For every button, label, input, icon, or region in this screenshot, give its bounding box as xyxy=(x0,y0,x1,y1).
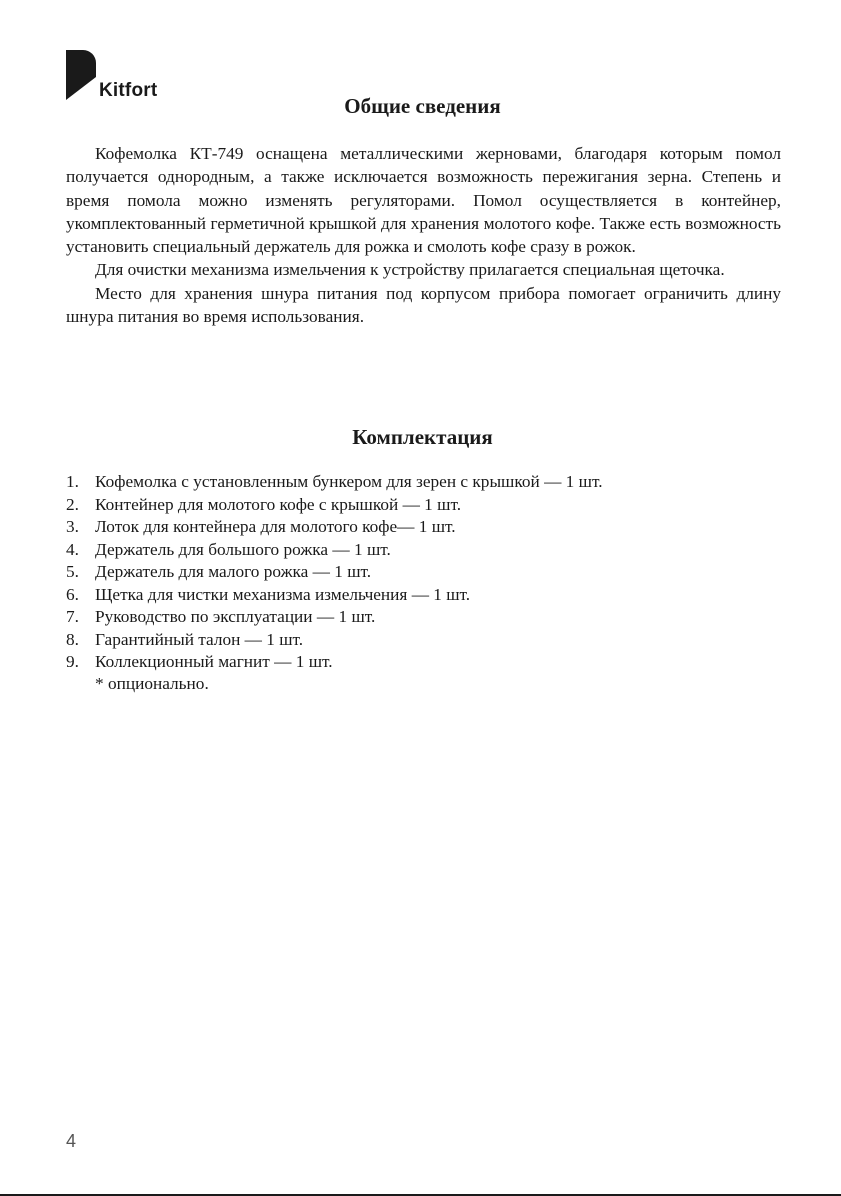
general-text xyxy=(66,142,781,328)
item-text: Держатель для большого рожка — 1 шт. xyxy=(95,539,391,559)
item-number: 1. xyxy=(66,472,79,491)
list-item xyxy=(66,494,603,517)
item-number: 4. xyxy=(66,539,79,559)
item-text: Коллекционный магнит — 1 шт. xyxy=(95,652,333,671)
list-item xyxy=(66,606,603,629)
brand-name: Kitfort xyxy=(99,80,158,101)
item-number: 3. xyxy=(66,517,79,536)
page-number: 4 xyxy=(66,1131,77,1151)
list-item xyxy=(66,516,603,539)
item-number: 8. xyxy=(66,629,79,649)
item-number: 7. xyxy=(66,607,79,626)
list-item xyxy=(66,561,603,584)
item-number: 5. xyxy=(66,562,79,581)
item-text: Гарантийный талон — 1 шт. xyxy=(95,629,304,649)
section-title-general: Общие сведения xyxy=(344,94,501,118)
list-item xyxy=(66,629,603,652)
kit-list xyxy=(66,471,603,674)
item-number: 9. xyxy=(66,652,79,671)
optional-note: * опционально. xyxy=(95,674,209,693)
list-item xyxy=(66,539,603,562)
list-item xyxy=(66,471,603,494)
item-number: 6. xyxy=(66,584,79,604)
item-text: Держатель для малого рожка — 1 шт. xyxy=(95,562,372,581)
kitfort-logo-icon xyxy=(66,50,96,100)
paragraph: Место для хранения шнура питания под корпусом прибора помогает ограничить длину шнура питания во время использования. xyxy=(66,283,781,327)
item-number: 2. xyxy=(66,494,79,514)
list-item xyxy=(66,584,603,607)
item-text: Щетка для чистки механизма измельчения — 1 шт. xyxy=(95,584,471,604)
item-text: Кофемолка с установленным бункером для зерен с крышкой — 1 шт. xyxy=(95,472,603,491)
section-title-kit: Комплектация xyxy=(352,425,493,449)
item-text: Контейнер для молотого кофе с крышкой — 1 шт. xyxy=(95,494,462,514)
paragraph: Для очистки механизма измельчения к устройству прилагается специальная щеточка. xyxy=(95,260,725,280)
item-text: Руководство по эксплуатации — 1 шт. xyxy=(95,607,376,626)
item-text: Лоток для контейнера для молотого кофе— 1 шт. xyxy=(95,517,456,536)
list-item xyxy=(66,651,603,674)
brand-logo xyxy=(66,50,157,100)
paragraph: Кофемолка КТ-749 оснащена металлическими жерновами, благодаря которым помол получается однородным, а также исключается возможность пережигания зерна. Степень и время помола можно изменять регуляторами. Помол осуществляется в контейнер, укомплектованный герметичной крышкой для хранения молотого кофе. Также есть возможность установить специальный держатель для рожка и смолоть кофе сразу в рожок. xyxy=(66,144,781,257)
